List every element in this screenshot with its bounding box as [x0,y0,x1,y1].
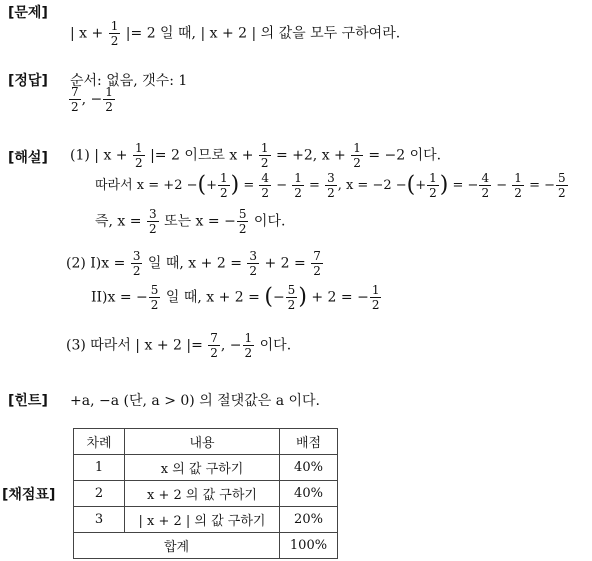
table-cell: 40% [280,481,338,507]
problem-text-prefix: | x + [70,25,104,42]
fraction: $\frac{7}{2}$ [313,249,321,278]
table-cell: 40% [280,455,338,481]
solution-step-2-case-1: (2) I)x = $\frac{3}{2}$ 일 때, x + 2 = $\frac{3}{2}$ + 2 = $\frac{7}{2}$ [66,249,321,278]
solution-step-3: (3) 따라서 | x + 2 |= $\frac{7}{2}$ , − $\frac{1}{2}$ 이다. [66,331,292,360]
total-label: 합계 [74,533,280,559]
total-value: 100% [280,533,338,559]
fraction: $\frac{1}{2}$ [353,141,361,170]
fraction: $\frac{4}{2}$ [261,171,270,200]
table-cell: x + 2 의 값 구하기 [125,481,280,507]
answer-values: $\frac{7}{2}$ , − $\frac{1}{2}$ [71,85,113,114]
table-row [74,455,338,481]
fraction: $\frac{1}{2}$ [134,141,143,170]
fraction: $\frac{5}{2}$ [238,207,247,236]
fraction: $\frac{1}{2}$ [429,171,437,200]
column-header: 차례 [74,429,125,455]
fraction: $\frac{1}{2}$ [105,85,113,114]
fraction: $\frac{3}{2}$ [249,249,258,278]
fraction: $\frac{1}{2}$ [294,171,302,200]
table-row [74,481,338,507]
table-row [74,507,338,533]
solution-step-1-conclusion: 즉, x = $\frac{3}{2}$ 또는 x = − $\frac{5}{2}$ 이다. [95,207,286,236]
table-cell: 20% [280,507,338,533]
fraction: $\frac{3}{2}$ [327,171,335,200]
problem-header: [문제] [8,5,48,21]
solution-step-2-case-2: II)x = − $\frac{5}{2}$ 일 때, x + 2 = (− $\frac{5}{2}$ ) + 2 = − $\frac{1}{2}$ [91,283,380,312]
fraction: $\frac{7}{2}$ [210,331,218,360]
table-cell: | x + 2 | 의 값 구하기 [125,507,280,533]
grading-header: [채점표] [2,487,56,503]
fraction: $\frac{3}{2}$ [148,207,157,236]
table-cell: 3 [74,507,125,533]
fraction: $\frac{5}{2}$ [150,283,159,312]
fraction: $\frac{7}{2}$ [71,85,79,114]
fraction: $\frac{1}{2}$ [514,171,522,200]
hint-header: [힌트] [8,393,48,409]
fraction: $\frac{5}{2}$ [557,171,566,200]
table-header-row [74,429,338,455]
solution-step-1-detail: 따라서 x = +2 −(+ $\frac{1}{2}$ ) = $\frac{4}{2}$ − $\frac{1}{2}$ = $\frac{3}{2}$ , x = −2 −(+ $\frac{1}{2}$ ) = − $\frac{4}{2}$ − $\frac{1}{2}$ = − $\frac{5}{2}$ [95,171,566,200]
problem-statement [70,20,400,47]
fraction: $\frac{1}{2}$ [260,141,269,170]
answer-header: [정답] [8,73,48,89]
fraction: $\frac{4}{2}$ [481,171,490,200]
fraction: $\frac{3}{2}$ [132,249,141,278]
table-cell: x 의 값 구하기 [125,455,280,481]
fraction: $\frac{5}{2}$ [287,283,296,312]
solution-step-1: (1) | x + $\frac{1}{2}$ |= 2 이므로 x + $\frac{1}{2}$ = +2, x + $\frac{1}{2}$ = −2 이다. [70,141,442,170]
fraction: $\frac{1}{2}$ [244,331,253,360]
column-header: 배점 [280,429,338,455]
fraction: $\frac{1}{2}$ [110,19,119,48]
solution-header: [해설] [8,150,48,166]
grading-table [73,428,338,559]
hint-text: +a, −a (단, a > 0) 의 절댓값은 a 이다. [70,393,321,409]
fraction: $\frac{1}{2}$ [371,283,380,312]
table-total-row [74,533,338,559]
table-cell: 2 [74,481,125,507]
table-cell: 1 [74,455,125,481]
column-header: 내용 [125,429,280,455]
answer-order-count: 순서: 없음, 갯수: 1 [70,73,188,89]
fraction: $\frac{1}{2}$ [219,171,228,200]
problem-text-suffix: |= 2 일 때, | x + 2 | 의 값을 모두 구하여라. [125,25,401,42]
